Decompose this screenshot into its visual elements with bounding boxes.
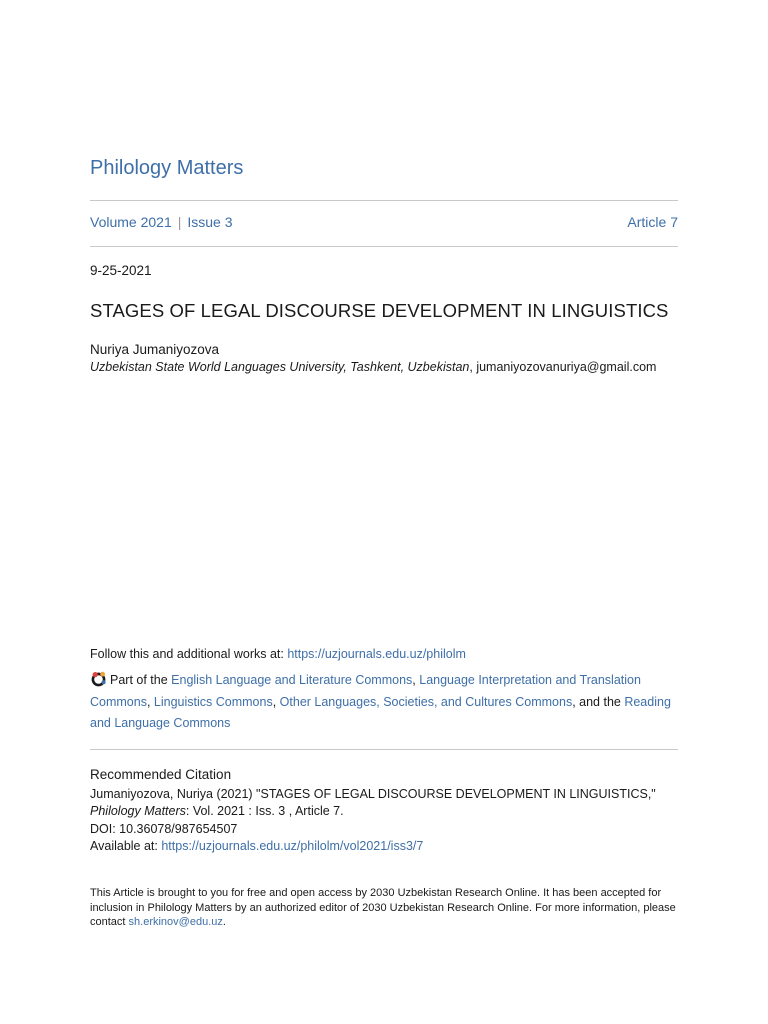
issue-bar xyxy=(90,214,678,230)
divider-issue xyxy=(90,246,678,247)
citation-block xyxy=(90,786,678,855)
commons-sep: , xyxy=(272,694,280,709)
author-affiliation: Uzbekistan State World Languages University, Tashkent, Uzbekistan, jumaniyozovanuriya@gmail.com xyxy=(90,360,657,374)
publication-date: 9-25-2021 xyxy=(90,263,152,278)
commons-link-reading[interactable]: Reading and Language Commons xyxy=(90,694,671,730)
journal-title-link[interactable]: Philology Matters xyxy=(90,157,244,179)
affiliation-institution: Uzbekistan State World Languages University, Tashkent, Uzbekistan xyxy=(90,360,470,374)
available-label: Available at: xyxy=(90,838,162,853)
citation-volume: : Vol. 2021 : Iss. 3 , Article 7. xyxy=(185,804,344,819)
follow-line xyxy=(90,647,466,661)
commons-link-linguistics[interactable]: Linguistics Commons xyxy=(153,694,273,709)
article-url-link[interactable]: https://uzjournals.edu.uz/philolm/vol2021/iss3/7 xyxy=(161,838,424,853)
commons-prefix: Part of the xyxy=(110,673,172,687)
commons-and-the: , and the xyxy=(572,694,625,709)
follow-text: Follow this and additional works at: xyxy=(90,647,288,661)
citation-text: Jumaniyozova, Nuriya (2021) "STAGES OF LEGAL DISCOURSE DEVELOPMENT IN LINGUISTICS," xyxy=(90,787,656,801)
citation-doi: DOI: 10.36078/987654507 xyxy=(90,821,238,836)
contact-email-link[interactable]: sh.erkinov@edu.uz xyxy=(128,916,223,929)
commons-link-other-languages[interactable]: Other Languages, Societies, and Cultures Commons xyxy=(279,694,573,709)
issue-separator: | xyxy=(177,214,182,230)
author-name: Nuriya Jumaniyozova xyxy=(90,342,220,357)
divider-citation xyxy=(90,749,678,750)
commons-link-interpretation[interactable]: Language Interpretation and Translation Commons xyxy=(90,673,641,709)
bepress-commons-icon xyxy=(90,670,107,687)
divider-top xyxy=(90,200,678,201)
access-notice xyxy=(90,886,678,930)
commons-sep: , xyxy=(412,673,420,687)
commons-sep: , xyxy=(146,694,154,709)
commons-link-english[interactable]: English Language and Literature Commons xyxy=(171,673,413,687)
issue-link[interactable]: Issue 3 xyxy=(187,214,233,230)
access-notice-text: This Article is brought to you for free and open access by 2030 Uzbekistan Research Online. It has been accepted for inclusion in Philology Matters by an authorized editor of 2030 Uzbekistan Research Online. For more information, please contact xyxy=(90,887,676,929)
recommended-citation-heading: Recommended Citation xyxy=(90,767,232,782)
commons-disciplines xyxy=(90,670,678,735)
access-notice-end: . xyxy=(222,916,226,929)
article-number-link[interactable]: Article 7 xyxy=(627,214,678,230)
citation-journal: Philology Matters xyxy=(90,804,186,819)
repository-link[interactable]: https://uzjournals.edu.uz/philolm xyxy=(287,647,466,661)
volume-link[interactable]: Volume 2021 xyxy=(90,214,172,230)
author-email: jumaniyozovanuriya@gmail.com xyxy=(476,360,657,374)
article-title: STAGES OF LEGAL DISCOURSE DEVELOPMENT IN LINGUISTICS xyxy=(90,300,669,321)
